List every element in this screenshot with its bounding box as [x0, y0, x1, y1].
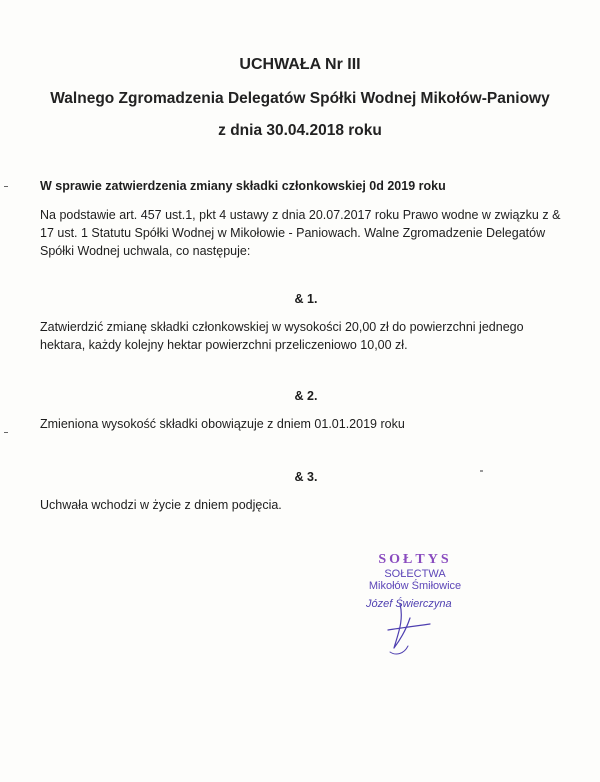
section-text-3: Uchwała wchodzi w życie z dniem podjęcia. — [40, 498, 282, 512]
official-stamp — [355, 552, 475, 592]
margin-mark — [4, 186, 8, 187]
resolution-title: UCHWAŁA Nr III — [239, 56, 361, 73]
section-text-2: Zmieniona wysokość składki obowiązuje z dniem 01.01.2019 roku — [40, 417, 405, 431]
resolution-subject: W sprawie zatwierdzenia zmiany składki członkowskiej 0d 2019 roku — [40, 179, 446, 193]
stamp-title: SOŁTYS — [378, 552, 452, 567]
section-text-1: Zatwierdzić zmianę składki członkowskiej w wysokości 20,00 zł do powierzchni jednego hektara, każdy kolejny hektar powierzchni przeliczeniowo 10,00 zł. — [40, 320, 524, 352]
resolution-date: z dnia 30.04.2018 roku — [218, 122, 382, 139]
paper-speck — [480, 470, 483, 472]
handwritten-signature — [360, 600, 470, 660]
section-heading-3: & 3. — [294, 470, 318, 484]
stamp-line-2: Mikołów Śmiłowice — [368, 580, 462, 592]
stamp-line-1: SOŁECTWA — [384, 568, 446, 580]
section-heading-2: & 2. — [294, 389, 318, 403]
stamp-signatory-name: Józef Świerczyna — [366, 598, 452, 610]
resolution-subtitle: Walnego Zgromadzenia Delegatów Spółki Wodnej Mikołów-Paniowy — [50, 90, 550, 107]
legal-basis-paragraph: Na podstawie art. 457 ust.1, pkt 4 ustawy z dnia 20.07.2017 roku Prawo wodne w związku z & 17 ust. 1 Statutu Spółki Wodnej w Mikołowie - Paniowach. Walne Zgromadzenie Delegatów Spółki Wodnej uchwala, co następuje: — [40, 208, 561, 258]
section-heading-1: & 1. — [294, 292, 318, 306]
margin-mark — [4, 432, 8, 433]
